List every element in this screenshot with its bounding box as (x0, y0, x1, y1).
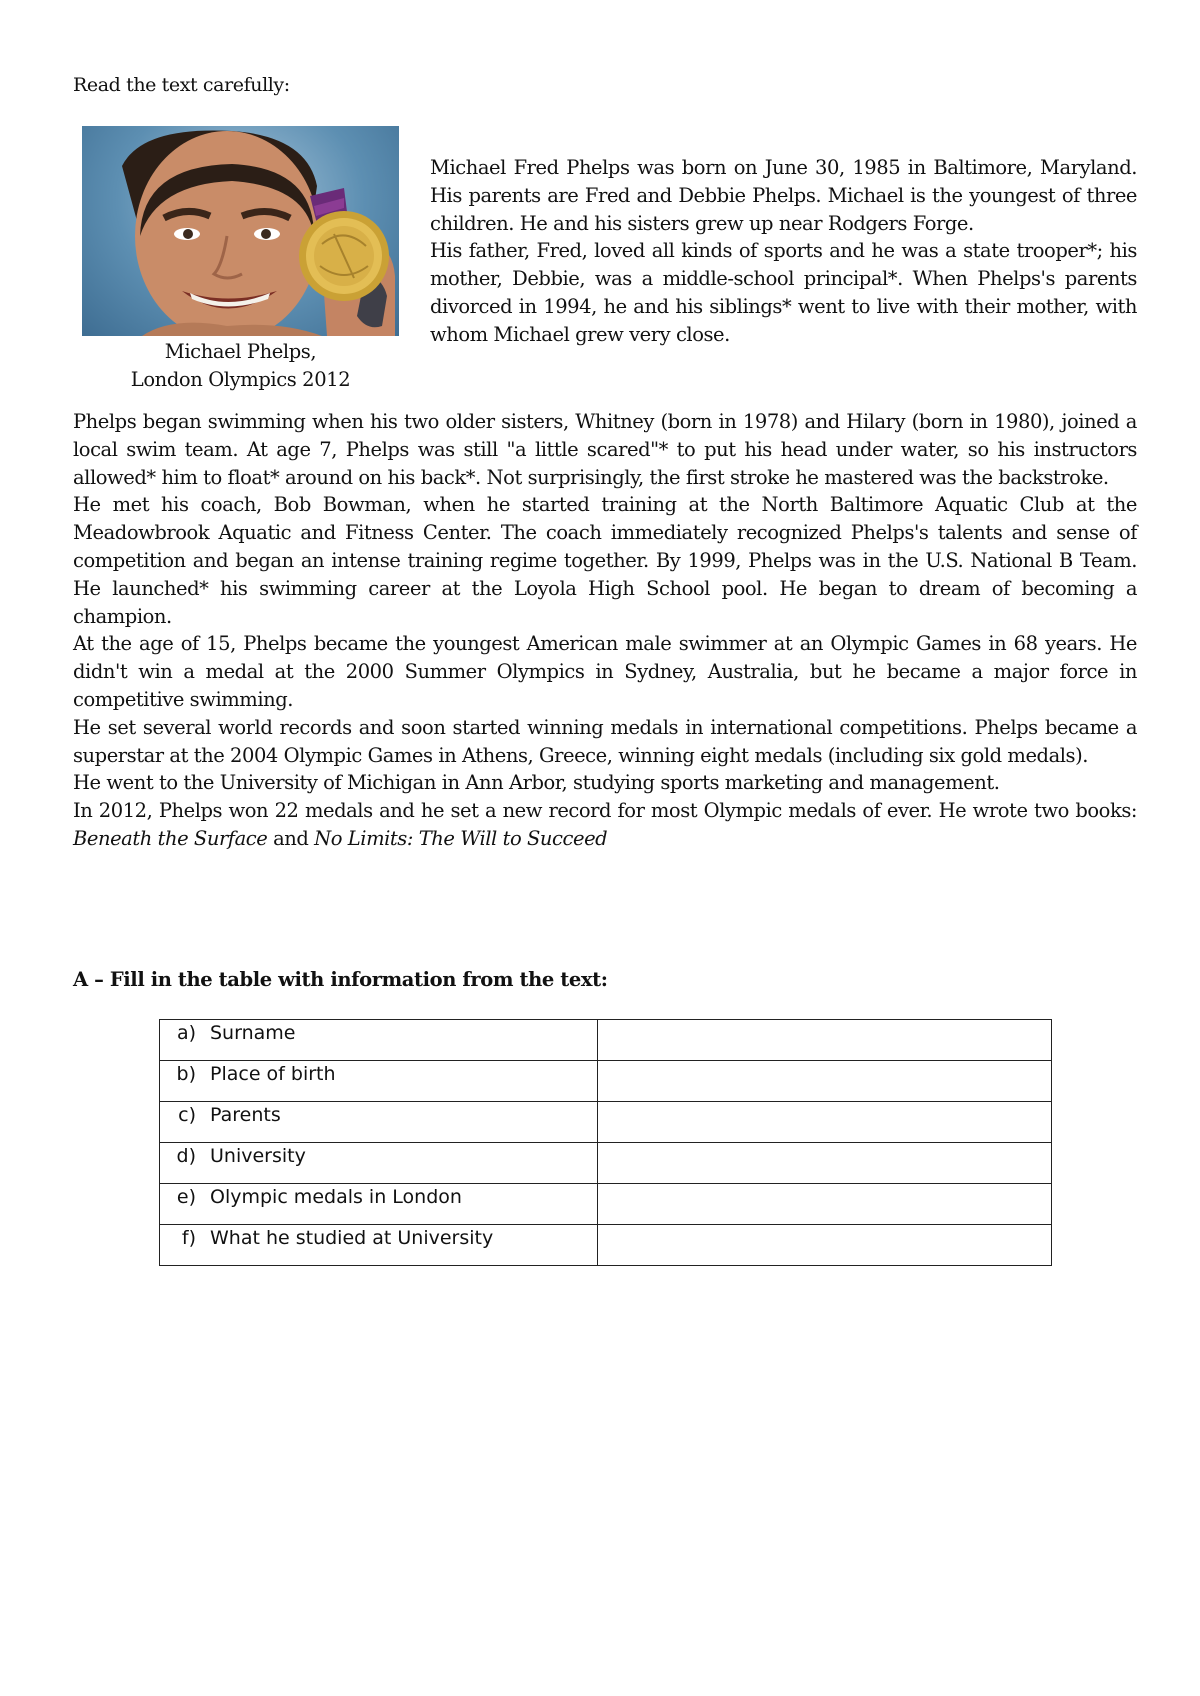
caption-line-name: Michael Phelps, (164, 340, 317, 363)
question-letter: e) (176, 1186, 196, 1208)
table-row (160, 1020, 1052, 1061)
question-letter: a) (176, 1022, 196, 1044)
question-letter: b) (176, 1063, 196, 1085)
answer-cell-university[interactable] (598, 1143, 1052, 1184)
question-cell (160, 1143, 598, 1184)
answer-cell-studies[interactable] (598, 1225, 1052, 1266)
biography-text (73, 408, 1137, 853)
question-cell (160, 1102, 598, 1143)
answer-cell-olympic-medals[interactable] (598, 1184, 1052, 1225)
table-row (160, 1102, 1052, 1143)
book-title-1: Beneath the Surface (73, 826, 268, 850)
answer-cell-surname[interactable] (598, 1020, 1052, 1061)
book-title-2: No Limits: The Will to Succeed (314, 826, 608, 850)
question-cell (160, 1184, 598, 1225)
body-paragraph-books (73, 797, 1137, 853)
caption-line-event: London Olympics 2012 (130, 368, 351, 391)
fill-in-table (159, 1019, 1052, 1266)
books-conjunction: and (267, 826, 315, 850)
question-cell (160, 1225, 598, 1266)
exercise-a-title: A – Fill in the table with information from the text: (73, 968, 608, 991)
michael-phelps-photo (82, 126, 399, 336)
question-letter: c) (178, 1104, 196, 1126)
table-row (160, 1061, 1052, 1102)
question-label: Place of birth (210, 1063, 336, 1085)
table-row (160, 1184, 1052, 1225)
photo-caption (82, 338, 399, 394)
books-sentence: In 2012, Phelps won 22 medals and he set a new record for most Olympic medals of ever. He wrote two books: (73, 799, 1137, 823)
body-paragraph: Phelps began swimming when his two older sisters, Whitney (born in 1978) and Hilary (born in 1980), joined a local swim team. At age 7, Phelps was still "a little scared"* to put his head under water, so his instructors allowed* him to float* around on his back*. Not surprisingly, the first stroke he mastered was the backstroke. (73, 410, 1137, 489)
question-label: Surname (210, 1022, 296, 1044)
body-paragraph: He went to the University of Michigan in Ann Arbor, studying sports marketing and management. (73, 771, 1000, 795)
table-row (160, 1225, 1052, 1266)
intro-paragraph: His father, Fred, loved all kinds of sports and he was a state trooper*; his mother, Debbie, was a middle-school principal*. When Phelps's parents divorced in 1994, he and his siblings* went to live with their mother, with whom Michael grew very close. (430, 239, 1137, 346)
intro-paragraph: Michael Fred Phelps was born on June 30, 1985 in Baltimore, Maryland. His parents are Fred and Debbie Phelps. Michael is the youngest of three children. He and his sisters grew up near Rodgers Forge. (430, 156, 1137, 235)
body-paragraph: At the age of 15, Phelps became the youngest American male swimmer at an Olympic Games in 68 years. He didn't win a medal at the 2000 Summer Olympics in Sydney, Australia, but he became a major force in competitive swimming. (73, 632, 1137, 711)
question-letter: f) (181, 1227, 196, 1249)
intro-text (430, 154, 1137, 349)
question-label: Olympic medals in London (210, 1186, 462, 1208)
question-label: University (210, 1145, 306, 1167)
answer-cell-place-of-birth[interactable] (598, 1061, 1052, 1102)
phelps-portrait-image (82, 126, 399, 336)
body-paragraph: He met his coach, Bob Bowman, when he started training at the North Baltimore Aquatic Club at the Meadowbrook Aquatic and Fitness Center. The coach immediately recognized Phelps's talents and sense of competition and began an intense training regime together. By 1999, Phelps was in the U.S. National B Team. He launched* his swimming career at the Loyola High School pool. He began to dream of becoming a champion. (73, 493, 1137, 628)
question-letter: d) (176, 1145, 196, 1167)
question-label: What he studied at University (210, 1227, 494, 1249)
answer-cell-parents[interactable] (598, 1102, 1052, 1143)
instruction-text: Read the text carefully: (73, 74, 290, 96)
table-row (160, 1143, 1052, 1184)
question-label: Parents (210, 1104, 281, 1126)
question-cell (160, 1061, 598, 1102)
question-cell (160, 1020, 598, 1061)
body-paragraph: He set several world records and soon started winning medals in international competitions. Phelps became a superstar at the 2004 Olympic Games in Athens, Greece, winning eight medals (including six gold medals). (73, 715, 1137, 767)
